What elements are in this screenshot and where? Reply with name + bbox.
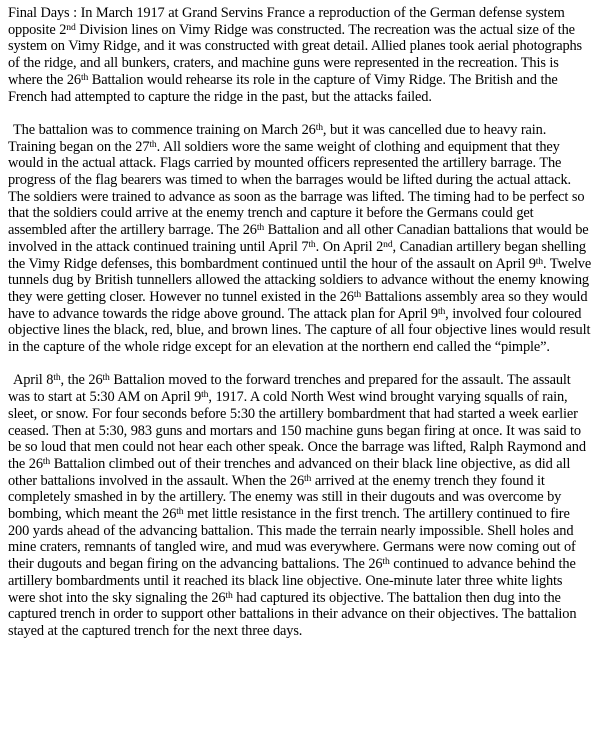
ordinal-suffix: th [256, 222, 265, 234]
ordinal-suffix: th [437, 305, 446, 317]
paragraph-1: Final Days : In March 1917 at Grand Servins France a reproduction of the German defense system opposite 2nd Division lines on Vimy Ridge was constructed. The recreation was the actual size of the system on Vimy Ridge, and it was constructed with great detail. Allied planes took aerial photographs of the ridge, and all bunkers, craters, and machine guns were represented in the recreation. This is where the 26th Battalion would rehearse its role in the capture of Vimy Ridge. The British and the French had attempted to capture the ridge in the past, but the attacks failed. [8, 5, 583, 105]
ordinal-suffix: nd [66, 21, 76, 33]
ordinal-suffix: th [80, 71, 89, 83]
ordinal-suffix: th [382, 556, 390, 568]
ordinal-suffix: th [102, 372, 110, 384]
ordinal-suffix: th [304, 472, 312, 484]
document-text-body [8, 5, 592, 640]
ordinal-suffix: th [176, 506, 184, 518]
paragraph-3: April 8th, the 26th Battalion moved to the forward trenches and prepared for the assault. The assault was to start at 5:30 AM on April 9th, 1917. A cold North West wind brought varying squalls of rain, sleet, or snow. For four seconds before 5:30 the artillery bombardment that had started a week earlier ceased. Then at 5:30, 983 guns and mortars and 150 machine guns began firing at once. It was said to be so loud that men could not hear each other speak. Once the barrage was lifted, Ralph Raymond and the 26th Battalion climbed out of their trenches and advanced on their black line objective, as did all other battalions involved in the assault. When the 26th arrived at the enemy trench they found it completely smashed in by the artillery. The enemy was still in their dugouts and was overcome by bombing, which meant the 26th met little resistance in the first trench. The artillery continued to fire 200 yards ahead of the advancing battalion. This made the terrain nearly impossible. Shell holes and mine craters, remnants of tangled wire, and mud was everywhere. Germans were now coming out of their dugouts and began firing on the advancing battalions. The 26th continued to advance behind the artillery bombardments until it reached its black line objective. One-minute later three white lights were shot into the sky signaling the 26th had captured its objective. The battalion then dug into the captured trench in order to support other battalions in their advance on their objectives. The battalion stayed at the captured trench for the next three days. [8, 372, 586, 639]
ordinal-suffix: th [353, 288, 362, 300]
ordinal-suffix: th [535, 255, 543, 267]
ordinal-suffix: th [201, 389, 209, 401]
ordinal-suffix: th [308, 238, 316, 250]
ordinal-suffix: th [225, 589, 233, 601]
ordinal-suffix: th [42, 455, 51, 467]
ordinal-suffix: nd [383, 238, 393, 250]
ordinal-suffix: th [315, 121, 323, 133]
ordinal-suffix: th [53, 372, 61, 384]
paragraph-2: The battalion was to commence training on March 26th, but it was cancelled due to heavy rain. Training began on the 27th. All soldiers wore the same weight of clothing and equipment that they would in the actual attack. Flags carried by mounted officers represented the artillery barrage. The progress of the flag bearers was timed to when the barrages would be lifted during the actual attack. The soldiers were trained to advance as soon as the barrage was lifted. The timing had to be perfect so that the soldiers could arrive at the enemy trench and capture it before the Germans could get assembled after the artillery barrage. The 26th Battalion and all other Canadian battalions that would be involved in the attack continued training until April 7th. On April 2nd, Canadian artillery began shelling the Vimy Ridge defenses, this bombardment continued until the hour of the assault on April 9th. Twelve tunnels dug by British tunnellers allowed the attacking soldiers to advance without the enemy knowing they were getting closer. However no tunnel existed in the 26th Battalions assembly area so they would have to advance towards the ridge above ground. The attack plan for April 9th, involved four coloured objective lines the black, red, blue, and brown lines. The capture of all four objective lines would result in the capture of the whole ridge except for an elevation at the northern end called the “pimple”. [8, 121, 592, 356]
ordinal-suffix: th [149, 138, 157, 150]
